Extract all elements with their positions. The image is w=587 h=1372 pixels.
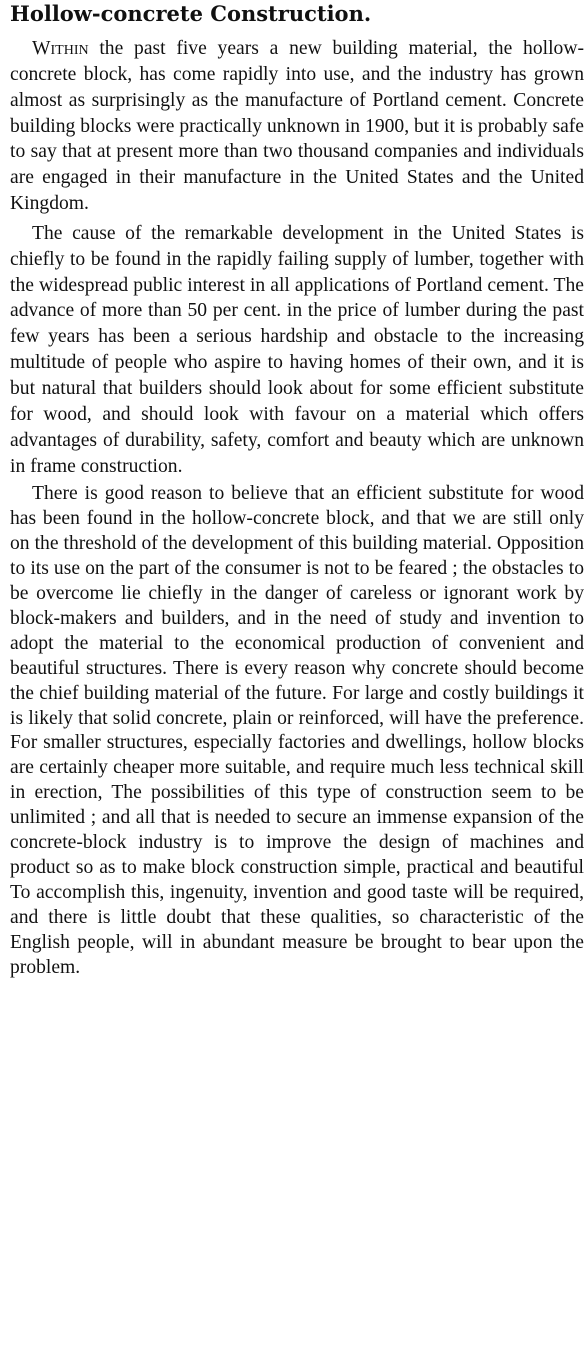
paragraph-3	[10, 482, 584, 980]
paragraph-1-text: the past five years a new building material, the hollow-concrete block, has come rapidly into use, and the industry has grown almost as surprisingly as the manufacture of Portland cement. Concrete building blocks were practically unknown in 1900, but it is probably safe to say that at present more than two thousand companies and individuals are engaged in their manufacture in the United States and the United Kingdom.	[10, 38, 584, 215]
paragraph-2	[10, 221, 584, 479]
paragraph-1	[10, 36, 584, 217]
paragraph-1-lead-word: Within	[32, 38, 89, 59]
article-title: Hollow-concrete Construction.	[10, 1, 372, 26]
paragraph-3-text: There is good reason to believe that an efficient substitute for wood has been found in the hollow-concrete block, and that we are still only on the threshold of the development of this building material. Opposition to its use on the part of the consumer is not to be feared ; the obstacles to be overcome lie chiefly in the danger of careless or ignorant work by block-makers and builders, and in the need of study and invention to adopt the material to the economical production of convenient and beautiful structures. There is every reason why concrete should become the chief building material of the future. For large and costly buildings it is likely that solid concrete, plain or reinforced, will have the preference. For smaller structures, especially factories and dwellings, hollow blocks are certainly cheaper more suitable, and require much less technical skill in erection, The possibilities of this type of construction seem to be unlimited ; and all that is needed to secure an immense expansion of the concrete-block industry is to improve the design of machines and product so as to make block construction simple, practical and beautiful To accomplish this, ingenuity, invention and good taste will be required, and there is little doubt that these qualities, so characteristic of the English people, will in abundant measure be brought to bear upon the problem.	[10, 483, 584, 978]
article-page	[10, 0, 584, 980]
paragraph-2-text: The cause of the remarkable development in the United States is chiefly to be found in the rapidly failing supply of lumber, together with the widespread public interest in all applications of Portland cement. The advance of more than 50 per cent. in the price of lumber during the past few years has been a serious hardship and obstacle to the increasing multitude of people who aspire to having homes of their own, and it is but natural that builders should look about for some efficient substitute for wood, and should look with favour on a material which offers advantages of durability, safety, comfort and beauty which are unknown in frame construction.	[10, 222, 584, 477]
